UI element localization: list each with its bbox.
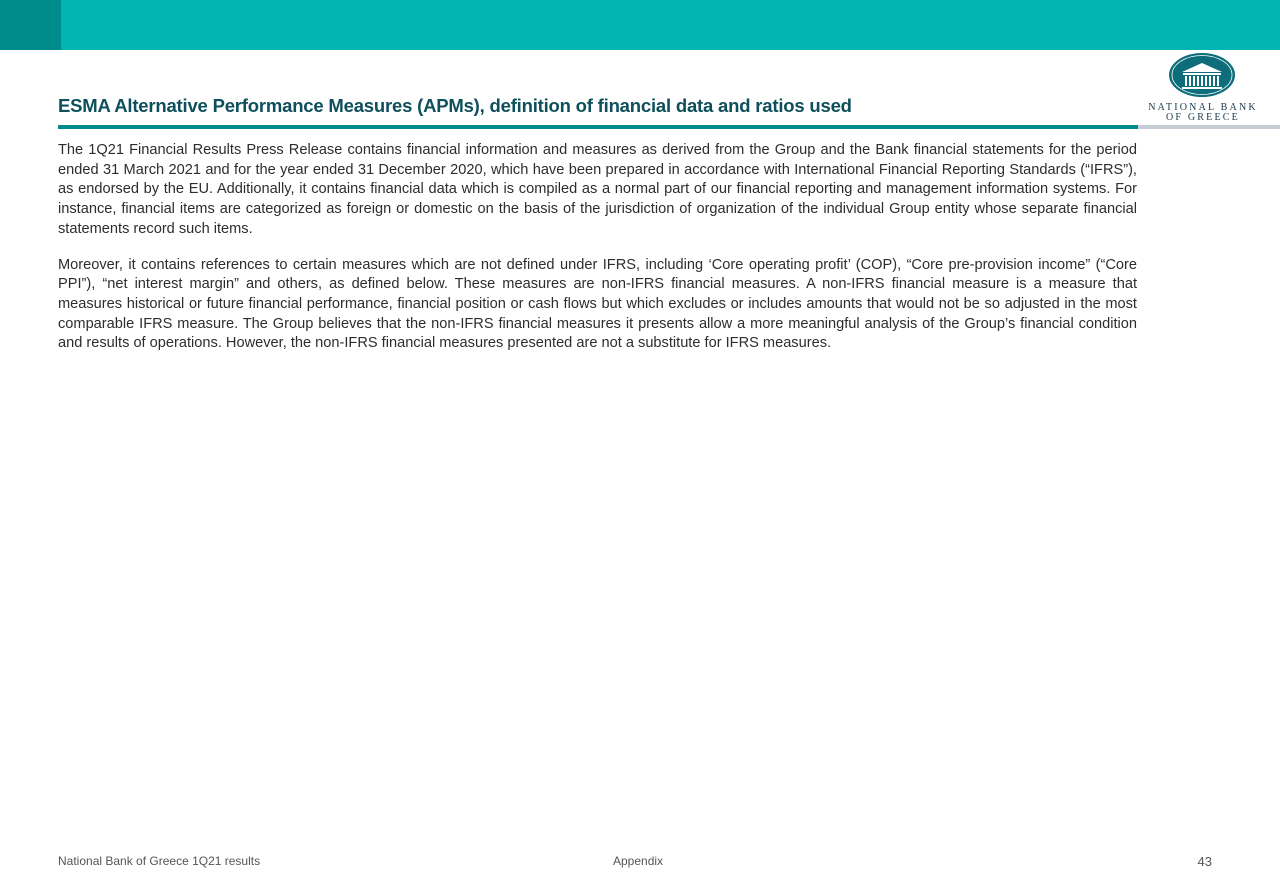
bank-building-icon bbox=[1168, 52, 1236, 98]
page-title: ESMA Alternative Performance Measures (APMs), definition of financial data and ratios used bbox=[58, 95, 852, 116]
header-bar-accent bbox=[0, 0, 61, 50]
footer-section: Appendix bbox=[613, 854, 664, 868]
logo-text-line-1: NATIONAL BANK bbox=[1148, 102, 1258, 113]
body-text bbox=[58, 141, 1137, 370]
page-number: 43 bbox=[1197, 854, 1212, 869]
header-bar bbox=[0, 0, 1280, 50]
title-underline-extension bbox=[1138, 125, 1280, 129]
logo-text bbox=[1138, 103, 1268, 123]
paragraph-ifrs-intro: The 1Q21 Financial Results Press Release contains financial information and measures as derived from the Group and the Bank financial statements for the period ended 31 March 2021 and for the year ended 31 December 2020, which have been prepared in accordance with International Financial Reporting Standards (“IFRS”), as endorsed by the EU. Additionally, it contains financial data which is compiled as a normal part of our financial reporting and management information systems. For instance, financial items are categorized as foreign or domestic on the basis of the jurisdiction of organization of the individual Group entity whose separate financial statements record such items. bbox=[58, 142, 1137, 237]
logo-text-line-2: OF GREECE bbox=[1166, 112, 1240, 123]
bank-logo bbox=[1138, 52, 1268, 128]
title-underline bbox=[58, 125, 1138, 129]
footer-report-name: National Bank of Greece 1Q21 results bbox=[58, 854, 261, 868]
paragraph-non-ifrs-measures: Moreover, it contains references to certain measures which are not defined under IFRS, including ‘Core operating profit’ (COP), “Core pre-provision income” (“Core PPI”), “net interest margin” and others, as defined below. These measures are non-IFRS financial measures. A non-IFRS financial measure is a measure that measures historical or future financial performance, financial position or cash flows but which excludes or includes amounts that would not be so adjusted in the most comparable IFRS measure. The Group believes that the non-IFRS financial measures it presents allow a more meaningful analysis of the Group’s financial condition and results of operations. However, the non-IFRS financial measures presented are not a substitute for IFRS measures. bbox=[58, 256, 1137, 352]
